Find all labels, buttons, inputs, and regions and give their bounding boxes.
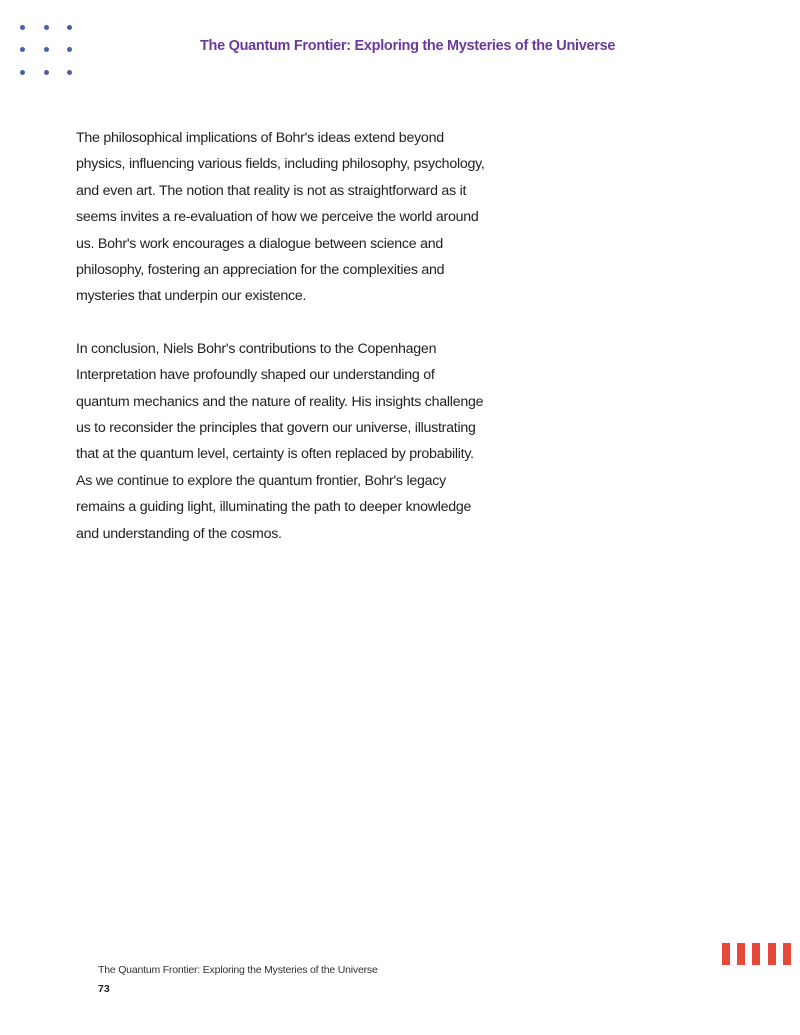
dot — [20, 25, 25, 30]
stripe — [722, 943, 730, 965]
stripe — [783, 943, 791, 965]
dot — [44, 70, 49, 75]
page-number: 73 — [98, 983, 110, 995]
stripe — [737, 943, 745, 965]
dot — [20, 47, 25, 52]
dot-grid-icon — [20, 25, 74, 79]
body-content — [76, 125, 486, 547]
footer-title: The Quantum Frontier: Exploring the Mysteries of the Universe — [98, 964, 378, 976]
dot — [67, 47, 72, 52]
dot — [44, 47, 49, 52]
stripe — [768, 943, 776, 965]
red-stripes-icon — [722, 943, 792, 965]
stripe — [752, 943, 760, 965]
dot — [67, 70, 72, 75]
dot — [20, 70, 25, 75]
dot — [67, 25, 72, 30]
paragraph-1: The philosophical implications of Bohr's ideas extend beyond physics, influencing various fields, including philosophy, psychology, and even art. The notion that reality is not as straightforward as it seems invites a re-evaluation of how we perceive the world around us. Bohr's work encourages a dialogue between science and philosophy, fostering an appreciation for the complexities and mysteries that underpin our existence. — [76, 130, 485, 305]
page-header-title: The Quantum Frontier: Exploring the Mysteries of the Universe — [200, 38, 616, 54]
paragraph-2: In conclusion, Niels Bohr's contributions to the Copenhagen Interpretation have profoundly shaped our understanding of quantum mechanics and the nature of reality. His insights challenge us to reconsider the principles that govern our universe, illustrating that at the quantum level, certainty is often replaced by probability. As we continue to explore the quantum frontier, Bohr's legacy remains a guiding light, illuminating the path to deeper knowledge and understanding of the cosmos. — [76, 340, 484, 542]
dot — [44, 25, 49, 30]
